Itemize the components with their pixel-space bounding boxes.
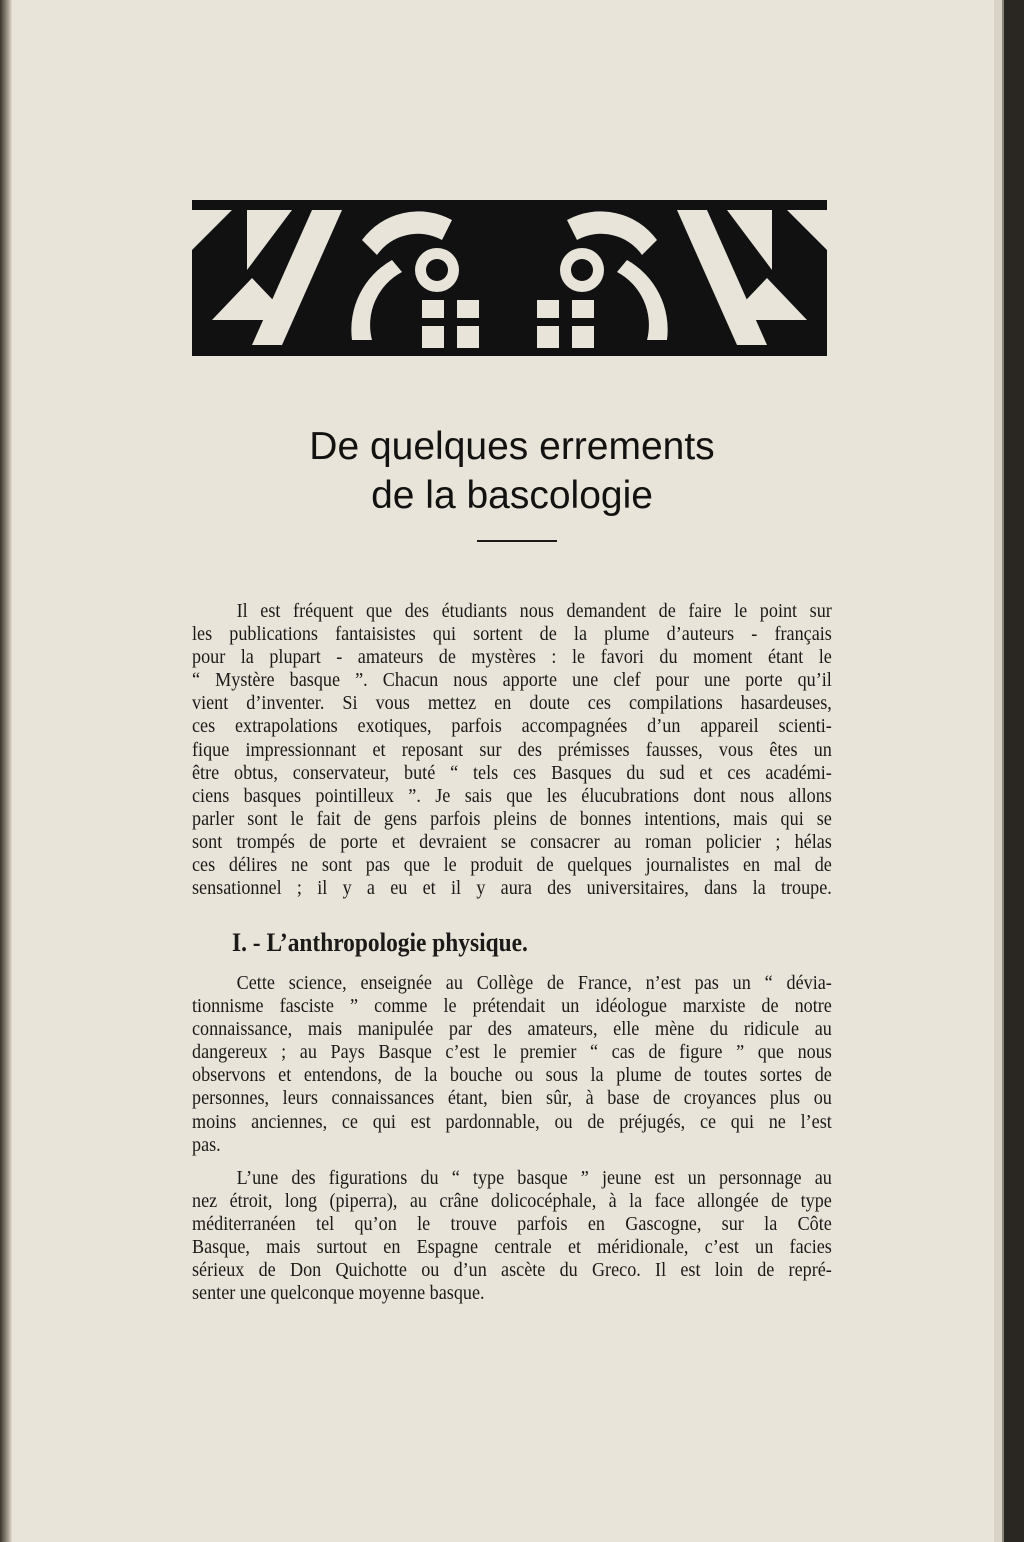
paragraph-2 — [192, 972, 832, 1157]
text-line: sérieux de Don Quichotte ou d’un ascète du Greco. Il est loin de repré- — [192, 1260, 832, 1282]
text-line: méditerranéen tel qu’on le trouve parfois en Gascogne, sur la Côte — [192, 1214, 832, 1236]
text-line: sensationnel ; il y a eu et il y aura des universitaires, dans la troupe. — [192, 878, 832, 900]
paragraph-3 — [192, 1167, 832, 1306]
text-line: L’une des figurations du “ type basque ” jeune est un personnage au — [236, 1168, 832, 1189]
text-line: vient d’inventer. Si vous mettez en doute ces compilations hasardeuses, — [192, 693, 832, 715]
text-line: pas. — [192, 1134, 221, 1156]
basque-ornament-banner — [192, 200, 827, 356]
text-line: fique impressionnant et reposant sur des prémisses fausses, vous êtes un — [192, 739, 832, 761]
text-line: Basque, mais surtout en Espagne centrale et méridionale, c’est un facies — [192, 1237, 832, 1259]
title-divider — [477, 540, 557, 542]
text-line: dangereux ; au Pays Basque c’est le premier “ cas de figure ” que nous — [192, 1042, 832, 1064]
text-line: ciens basques pointilleux ”. Je sais que les élucubrations dont nous allons — [192, 785, 832, 807]
text-line: connaissance, mais manipulée par des amateurs, elle mène du ridicule au — [192, 1019, 832, 1041]
text-line: senter une quelconque moyenne basque. — [192, 1283, 485, 1305]
section-heading: I. - L’anthropologie physique. — [232, 928, 528, 957]
text-line: ces délires ne sont pas que le produit de quelques journalistes en mal de — [192, 855, 832, 877]
text-line: ces extrapolations exotiques, parfois accompagnées d’un appareil scienti- — [192, 716, 832, 738]
page-gutter-edge — [0, 0, 12, 1542]
paragraph-1 — [192, 600, 832, 900]
text-line: Cette science, enseignée au Collège de France, n’est pas un “ dévia- — [236, 973, 832, 994]
article-title-line-1: De quelques errements — [309, 425, 715, 468]
article-title-line-2: de la bascologie — [371, 474, 653, 517]
page-right-edge — [994, 0, 1024, 1542]
text-line: “ Mystère basque ”. Chacun nous apporte une clef pour une porte qu’il — [192, 670, 832, 692]
text-line: parler sont le fait de gens parfois pleins de bonnes intentions, mais qui se — [192, 808, 832, 830]
text-line: personnes, leurs connaissances étant, bien sûr, à base de croyances plus ou — [192, 1088, 832, 1110]
text-line: observons et entendons, de la bouche ou sous la plume de toutes sortes de — [192, 1065, 832, 1087]
text-line: Il est fréquent que des étudiants nous demandent de faire le point sur — [236, 601, 832, 622]
text-line: être obtus, conservateur, buté “ tels ces Basques du sud et ces académi- — [192, 762, 832, 784]
text-line: moins anciennes, ce qui est pardonnable, ou de préjugés, ce qui ne l’est — [192, 1111, 832, 1133]
text-line: les publications fantaisistes qui sortent de la plume d’auteurs - français — [192, 624, 832, 646]
text-line: tionnisme fasciste ” comme le prétendait un idéologue marxiste de notre — [192, 996, 832, 1018]
text-line: pour la plupart - amateurs de mystères : le favori du moment étant le — [192, 647, 832, 669]
text-line: sont trompés de porte et devraient se consacrer au roman policier ; hélas — [192, 831, 832, 853]
text-line: nez étroit, long (piperra), au crâne dolicocéphale, à la face allongée de type — [192, 1191, 832, 1213]
